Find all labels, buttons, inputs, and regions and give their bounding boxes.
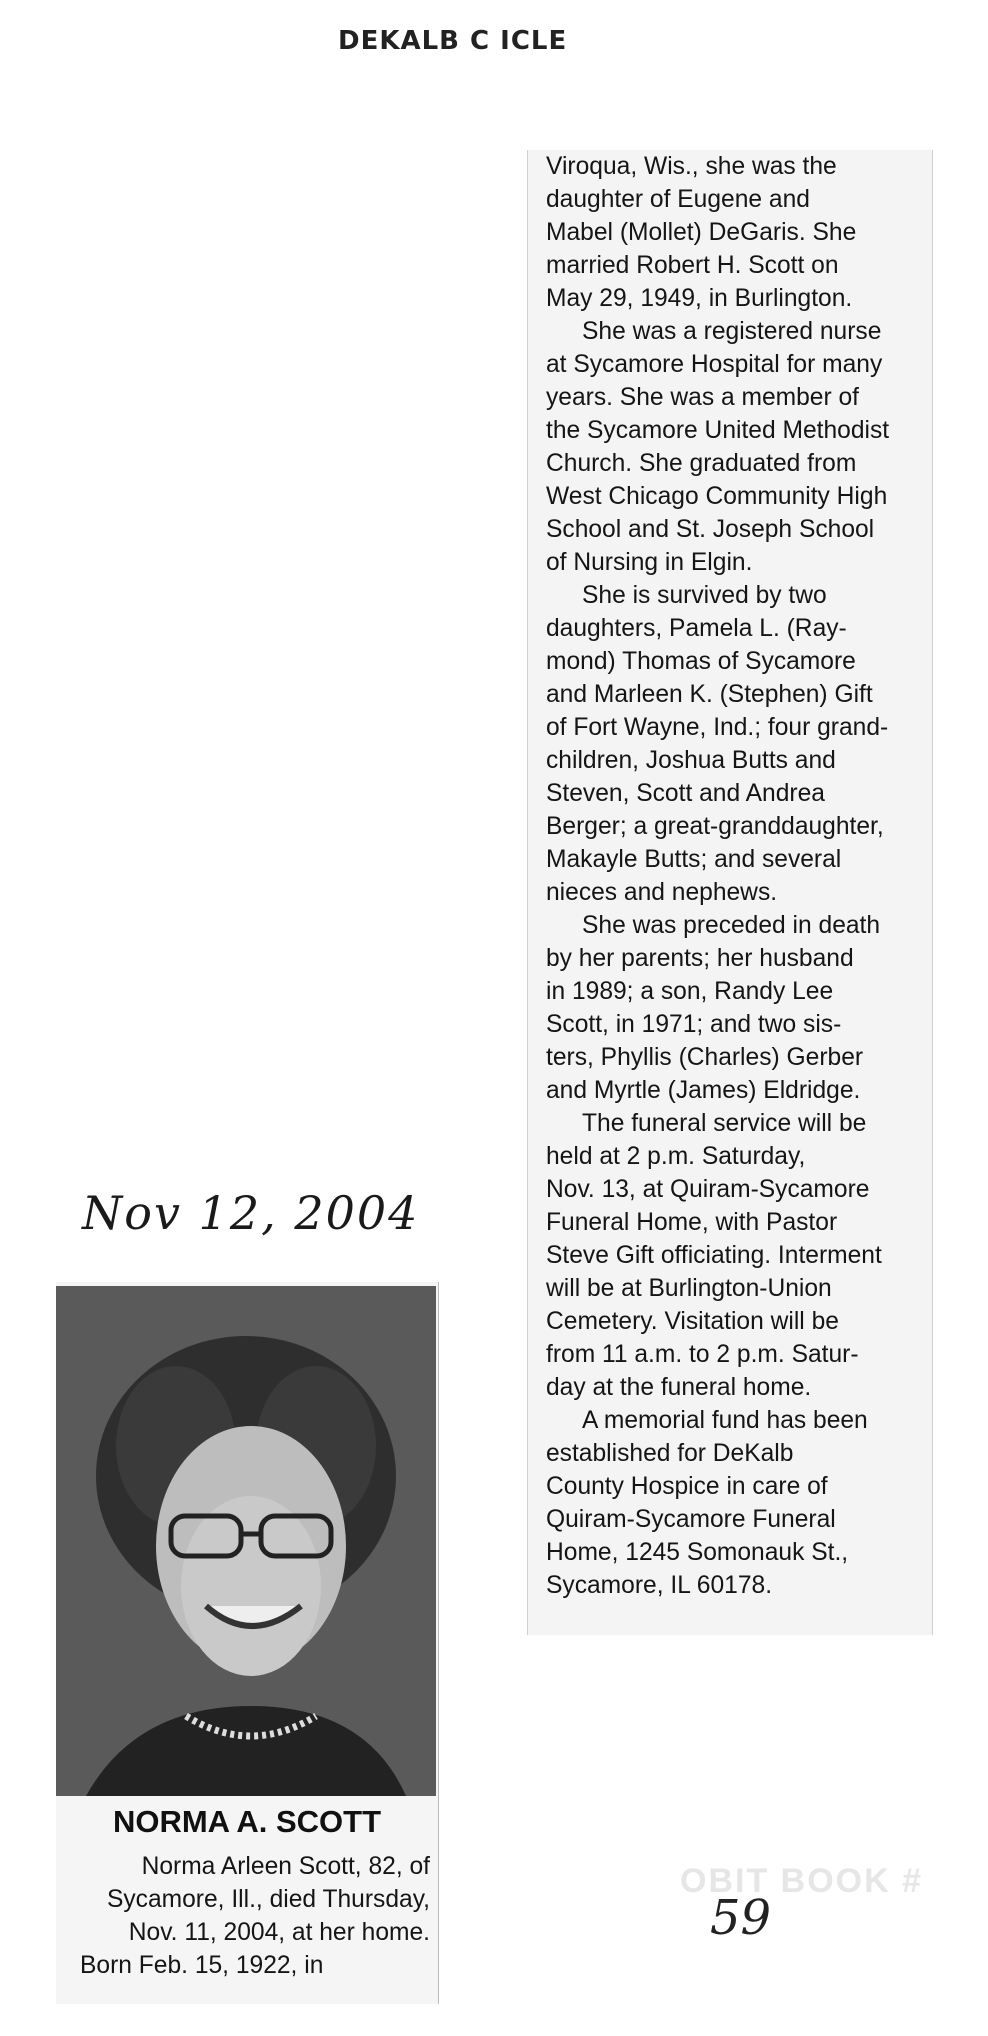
text-line: and Myrtle (James) Eldridge. (546, 1077, 861, 1104)
text-line: years. She was a member of (546, 384, 860, 411)
text-line: established for DeKalb (546, 1440, 794, 1467)
obituary-column-left (56, 1282, 439, 2004)
text-line: The funeral service will be (582, 1110, 867, 1137)
text-line: May 29, 1949, in Burlington. (546, 285, 853, 312)
text-line: nieces and nephews. (546, 879, 778, 906)
text-line: She is survived by two (582, 582, 827, 609)
text-line: She was preceded in death (582, 912, 881, 939)
text-line: Steve Gift officiating. Interment (546, 1242, 882, 1269)
text-line: will be at Burlington-Union (546, 1275, 832, 1302)
text-line: Born Feb. 15, 1922, in (80, 1952, 324, 1979)
text-line: Quiram-Sycamore Funeral (546, 1506, 836, 1533)
text-line: at Sycamore Hospital for many (546, 351, 883, 378)
text-line: ters, Phyllis (Charles) Gerber (546, 1044, 864, 1071)
text-line: A memorial fund has been (582, 1407, 868, 1434)
handwritten-page-number: 59 (710, 1890, 772, 1946)
text-line: Church. She graduated from (546, 450, 857, 477)
text-line: West Chicago Community High (546, 483, 888, 510)
text-line: and Marleen K. (Stephen) Gift (546, 681, 873, 708)
text-line: children, Joshua Butts and (546, 747, 836, 774)
text-line: Mabel (Mollet) DeGaris. She (546, 219, 857, 246)
obituary-name-heading: NORMA A. SCOTT (112, 1804, 382, 1839)
portrait-illustration (56, 1286, 436, 1796)
text-line: the Sycamore United Methodist (546, 417, 890, 444)
text-line: daughter of Eugene and (546, 186, 810, 213)
text-line: held at 2 p.m. Saturday, (546, 1143, 806, 1170)
faded-stamp: OBIT BOOK # (680, 1862, 924, 1900)
text-line: Viroqua, Wis., she was the (546, 153, 837, 180)
text-line: in 1989; a son, Randy Lee (546, 978, 834, 1005)
text-line: She was a registered nurse (582, 318, 882, 345)
text-line: of Nursing in Elgin. (546, 549, 753, 576)
text-line: Nov. 11, 2004, at her home. (128, 1919, 430, 1946)
text-line: Home, 1245 Somonauk St., (546, 1539, 849, 1566)
portrait-photo (56, 1286, 436, 1796)
text-line: Sycamore, IL 60178. (546, 1572, 773, 1599)
handwritten-date: Nov 12, 2004 (82, 1186, 420, 1240)
text-line: married Robert H. Scott on (546, 252, 839, 279)
newspaper-masthead: DEKALB C ICLE (338, 26, 568, 56)
text-line: Scott, in 1971; and two sis- (546, 1011, 842, 1038)
text-line: daughters, Pamela L. (Ray- (546, 615, 847, 642)
text-line: of Fort Wayne, Ind.; four grand- (546, 714, 889, 741)
text-line: by her parents; her husband (546, 945, 854, 972)
text-line: from 11 a.m. to 2 p.m. Satur- (546, 1341, 859, 1368)
text-line: Berger; a great-granddaughter, (546, 813, 884, 840)
obituary-column-right (527, 150, 933, 1635)
text-line: day at the funeral home. (546, 1374, 812, 1401)
text-line: School and St. Joseph School (546, 516, 875, 543)
text-line: Steven, Scott and Andrea (546, 780, 825, 807)
text-line: Nov. 13, at Quiram-Sycamore (546, 1176, 870, 1203)
text-line: Funeral Home, with Pastor (546, 1209, 838, 1236)
text-line: Sycamore, Ill., died Thursday, (106, 1886, 430, 1913)
text-line: Makayle Butts; and several (546, 846, 842, 873)
text-line: County Hospice in care of (546, 1473, 828, 1500)
obituary-intro (56, 1850, 438, 1982)
text-line: mond) Thomas of Sycamore (546, 648, 856, 675)
text-line: Cemetery. Visitation will be (546, 1308, 839, 1335)
text-line: Norma Arleen Scott, 82, of (141, 1853, 430, 1880)
